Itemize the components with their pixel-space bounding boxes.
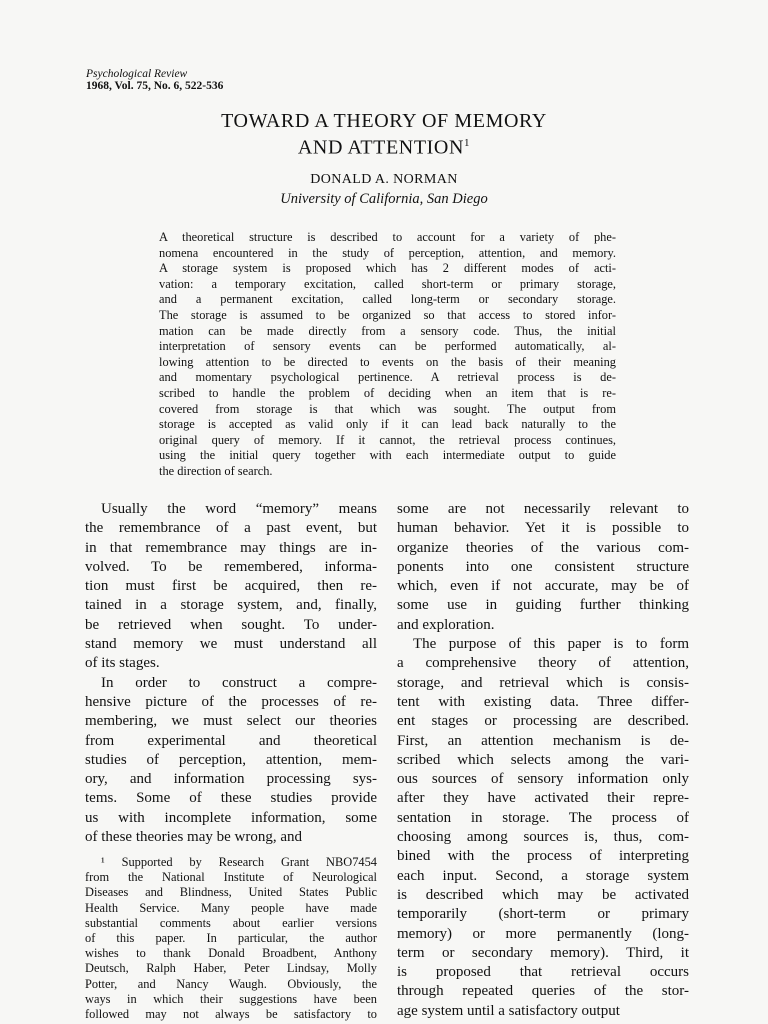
body-text-line: term or secondary memory). Third, it <box>397 944 689 961</box>
body-text-line: is proposed that retrieval occurs <box>397 964 689 981</box>
abstract-line: interpretation of sensory events can be performed automatically, al- <box>159 339 616 354</box>
body-text-line: of these theories may be wrong, and <box>85 829 303 846</box>
body-text-line: human behavior. Yet it is possible to <box>397 520 689 537</box>
body-text-line: studies of perception, attention, mem- <box>85 751 377 768</box>
title-line-2 <box>86 132 682 159</box>
journal-header <box>86 68 223 92</box>
body-text-line: ponents into one consistent structure <box>397 558 689 575</box>
body-text-line: us with incomplete information, some <box>85 809 377 826</box>
body-text-line: tent with existing data. Three differ- <box>397 693 689 710</box>
body-text-line: choosing among sources is, thus, com- <box>397 829 689 846</box>
body-text-line: bined with the process of interpreting <box>397 848 689 865</box>
abstract-line: original query of memory. If it cannot, the retrieval process continues, <box>159 432 616 447</box>
body-text-line: The purpose of this paper is to form <box>413 636 689 653</box>
body-text-line: some use in guiding further thinking <box>397 597 689 614</box>
title-line-2-text: AND ATTENTION <box>297 136 464 159</box>
journal-name: Psychological Review <box>86 68 188 80</box>
footnote-line: Health Service. Many people have made <box>85 900 377 915</box>
body-text-line: tems. Some of these studies provide <box>85 790 377 807</box>
footnote-line: Deutsch, Ralph Haber, Peter Lindsay, Molly <box>85 961 377 976</box>
footnote-line: Diseases and Blindness, United States Public <box>85 885 377 900</box>
body-text-line: from experimental and theoretical <box>85 732 377 749</box>
footnote-line: Potter, and Nancy Waugh. Obviously, the <box>85 976 377 991</box>
body-text-line: in that remembrance may things are in- <box>85 539 377 556</box>
footnote-line: substantial comments about earlier versions <box>85 915 377 930</box>
abstract-line: and a permanent excitation, called long-term or secondary storage. <box>159 292 616 307</box>
body-text-line: organize theories of the various com- <box>397 539 689 556</box>
body-text-line: First, an attention mechanism is de- <box>397 732 689 749</box>
body-text-line: hensive picture of the processes of re- <box>85 693 377 710</box>
body-text-line: tained in a storage system, and, finally, <box>85 597 377 614</box>
body-column-right <box>397 500 689 1021</box>
body-text-line: through repeated queries of the stor- <box>397 983 689 1000</box>
body-text-line: each input. Second, a storage system <box>397 867 689 884</box>
body-text-line: which, even if not accurate, may be of <box>397 578 689 595</box>
body-text-line: age system until a satisfactory output <box>397 1002 620 1019</box>
body-text-line: In order to construct a compre- <box>101 674 377 691</box>
title-footnote-mark: 1 <box>464 137 471 149</box>
author-affiliation: University of California, San Diego <box>280 191 488 207</box>
abstract-line: A storage system is proposed which has 2 different modes of acti- <box>159 261 616 276</box>
abstract-line: A theoretical structure is described to account for a variety of phe- <box>159 230 616 244</box>
journal-citation: 1968, Vol. 75, No. 6, 522-536 <box>86 80 224 92</box>
body-text-line: the remembrance of a past event, but <box>85 520 377 537</box>
body-text-line: is described which may be activated <box>397 886 689 903</box>
footnote <box>85 855 377 1022</box>
abstract-line: lowing attention to be directed to events on the basis of their meaning <box>159 354 616 369</box>
body-text-line: of its stages. <box>85 655 160 672</box>
title-line-1: TOWARD A THEORY OF MEMORY <box>221 110 547 132</box>
abstract <box>159 230 616 480</box>
body-text-line: some are not necessarily relevant to <box>397 501 689 517</box>
body-text-line: stand memory we must understand all <box>85 636 377 653</box>
abstract-line: nomena encountered in the study of perception, attention, and memory. <box>159 245 616 260</box>
body-text-line: membering, we must select our theories <box>85 713 377 730</box>
abstract-line: scribed to handle the problem of deciding when an item that is re- <box>159 385 616 400</box>
body-column-left <box>85 500 377 847</box>
abstract-line: the direction of search. <box>159 463 273 478</box>
abstract-line: using the initial query together with each intermediate output to guide <box>159 448 616 463</box>
body-text-line: be retrieved when sought. To under- <box>85 616 377 633</box>
body-text-line: ent stages or processing are described. <box>397 713 689 730</box>
body-text-line: ory, and information processing sys- <box>85 771 377 788</box>
body-text-line: and exploration. <box>397 616 495 633</box>
abstract-line: covered from storage is that which was sought. The output from <box>159 401 616 416</box>
author-name: DONALD A. NORMAN <box>310 172 458 187</box>
footnote-line: followed may not always be satisfactory to <box>85 1007 377 1022</box>
abstract-line: storage is accepted as valid only if it can lead back naturally to the <box>159 417 616 432</box>
body-text-line: sentation in storage. The process of <box>397 809 689 826</box>
footnote-line: ¹ Supported by Research Grant NBO7454 <box>101 855 377 869</box>
body-text-line: memory) or more permanently (long- <box>397 925 689 942</box>
body-text-line: Usually the word “memory” means <box>101 501 377 517</box>
body-text-line: volved. To be remembered, informa- <box>85 558 377 575</box>
paper-title <box>86 110 682 159</box>
body-text-line: storage, and retrieval which is consis- <box>397 674 689 691</box>
body-text-line: after they have activated their repre- <box>397 790 689 807</box>
abstract-line: The storage is assumed to be organized so that access to stored infor- <box>159 307 616 322</box>
footnote-line: ways in which their suggestions have been <box>85 991 377 1006</box>
abstract-line: vation: a temporary excitation, called short-term or primary storage, <box>159 276 616 291</box>
footnote-line: from the National Institute of Neurological <box>85 870 377 885</box>
body-text-line: temporarily (short-term or primary <box>397 906 689 923</box>
footnote-line: of this paper. In particular, the author <box>85 931 377 946</box>
abstract-line: and momentary psychological pertinence. A retrieval process is de- <box>159 370 616 385</box>
body-text-line: ous sources of sensory information only <box>397 771 689 788</box>
body-text-line: a comprehensive theory of attention, <box>397 655 689 672</box>
abstract-line: mation can be made directly from a sensory code. Thus, the initial <box>159 323 616 338</box>
body-text-line: tion must first be acquired, then re- <box>85 578 377 595</box>
footnote-line: wishes to thank Donald Broadbent, Anthony <box>85 946 377 961</box>
body-text-line: scribed which selects among the vari- <box>397 751 689 768</box>
